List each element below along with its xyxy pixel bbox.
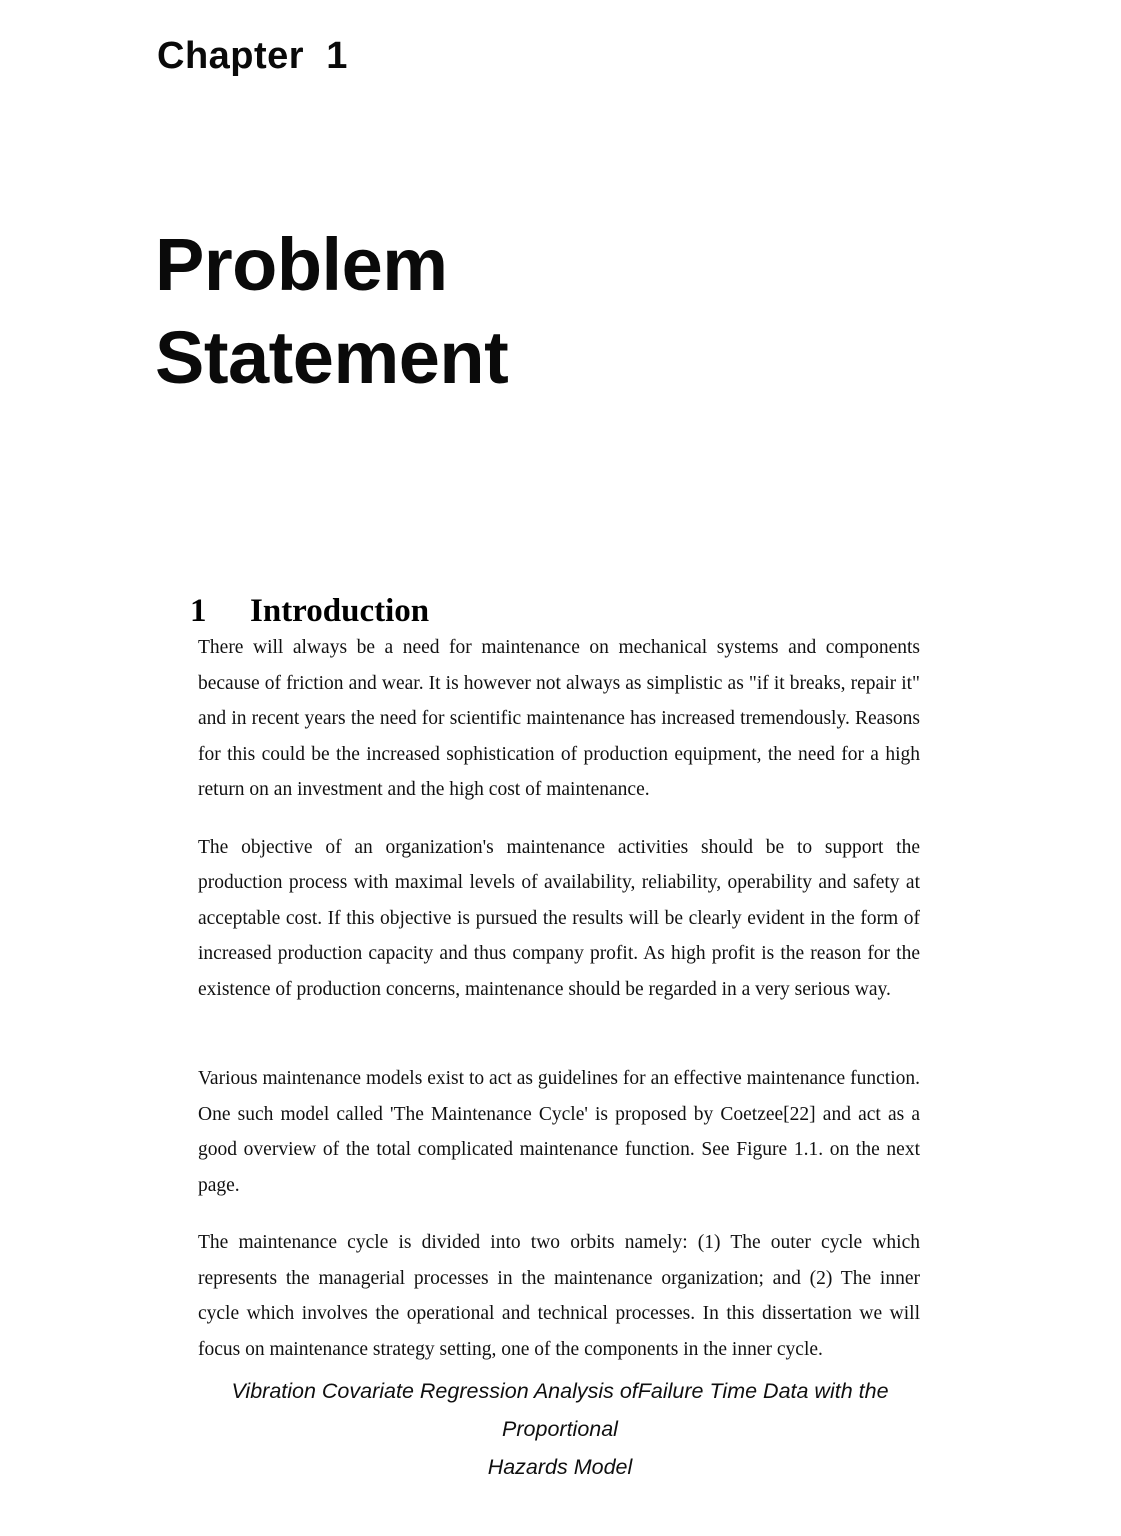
section-title: Introduction (250, 593, 430, 629)
footer-line-1: Vibration Covariate Regression Analysis ofFailure Time Data with the Proportional (231, 1379, 889, 1441)
body-paragraph: The maintenance cycle is divided into two orbits namely: (1) The outer cycle which represents the managerial processes in the maintenance organization; and (2) The inner cycle which involves the operational and technical processes. In this dissertation we will focus on maintenance strategy setting, one of the components in the inner cycle. (198, 1232, 920, 1360)
chapter-label: Chapter 1 (157, 35, 348, 77)
page-title (155, 218, 895, 404)
body-paragraph: Various maintenance models exist to act as guidelines for an effective maintenance function. One such model called 'The Maintenance Cycle' is proposed by Coetzee[22] and act as a good overview of the total complicated maintenance function. See Figure 1.1. on the next page. (198, 1068, 920, 1196)
body-paragraph: There will always be a need for maintenance on mechanical systems and components because of friction and wear. It is however not always as simplistic as "if it breaks, repair it" and in recent years the need for scientific maintenance has increased tremendously. Reasons for this could be the increased sophistication of production equipment, the need for a high return on an investment and the high cost of maintenance. (198, 637, 920, 800)
page-title-line-1: Problem (155, 223, 448, 306)
page-title-line-2: Statement (155, 316, 509, 400)
body-text-column (198, 630, 920, 1367)
section-number: 1 (190, 593, 207, 629)
footer-line-2: Hazards Model (487, 1455, 633, 1479)
page-footer (180, 1372, 940, 1486)
body-paragraph: The objective of an organization's maintenance activities should be to support the production process with maximal levels of availability, reliability, operability and safety at acceptable cost. If this objective is pursued the results will be clearly evident in the form of increased production capacity and thus company profit. As high profit is the reason for the existence of production concerns, maintenance should be regarded in a very serious way. (198, 836, 920, 1000)
